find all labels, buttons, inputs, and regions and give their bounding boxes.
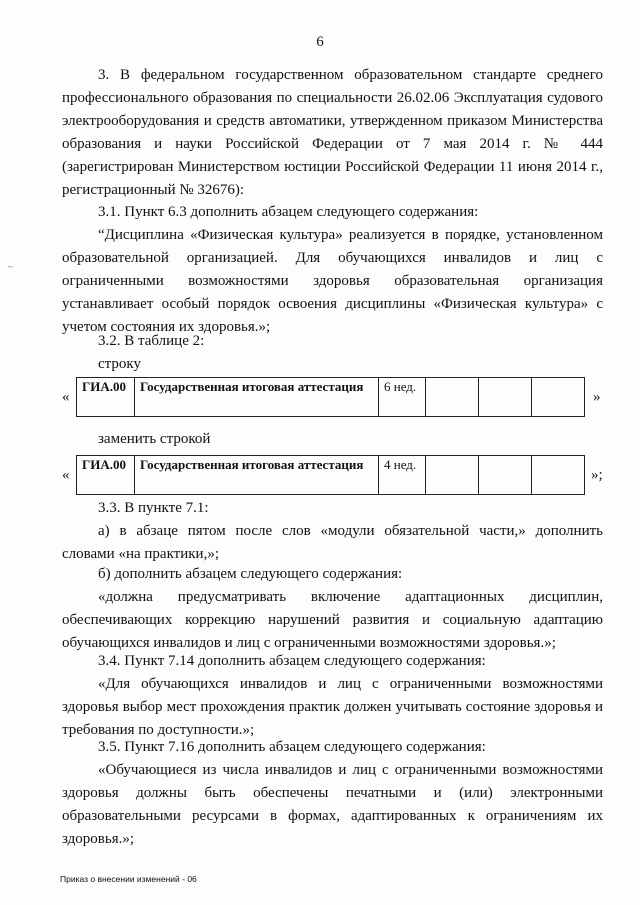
table-cell-empty — [532, 378, 585, 417]
table-old — [76, 377, 585, 417]
paragraph-3-3-a: а) в абзаце пятом после слов «модули обязательной части,» дополнить словами «на практики,»; — [62, 523, 603, 562]
paragraph-replace-label: заменить строкой — [98, 431, 211, 447]
paragraph-3: 3. В федеральном государственном образовательном стандарте среднего профессионального образования по специальности 26.02.06 Эксплуатация судового электрооборудования и средств автоматики, утвержденном приказом Министерства образования и науки Российской Федерации от 7 мая 2014 г. № 444 (зарегистрирован Министерством юстиции Российской Федерации 11 июня 2014 г., регистрационный № 32676): — [62, 67, 603, 198]
paragraph-3-3: 3.3. В пункте 7.1: — [98, 500, 209, 516]
table-old-row — [62, 377, 612, 417]
page-number: 6 — [316, 34, 324, 50]
table-cell-empty — [426, 456, 479, 495]
table-new — [76, 455, 585, 495]
table-row — [77, 456, 585, 495]
open-quote: « — [62, 467, 70, 483]
table-new-row — [62, 455, 612, 495]
table-row — [77, 378, 585, 417]
footer-note: Приказ о внесении изменений - 06 — [60, 874, 197, 884]
table-cell-duration: 4 нед. — [379, 456, 426, 495]
margin-mark: ~ — [8, 262, 13, 272]
table-cell-name: Государственная итоговая аттестация — [135, 456, 379, 495]
table-cell-empty — [532, 456, 585, 495]
paragraph-row-label: строку — [98, 356, 141, 372]
close-quote: » — [593, 389, 601, 405]
table-cell-name: Государственная итоговая аттестация — [135, 378, 379, 417]
table-cell-empty — [479, 378, 532, 417]
paragraph-3-4-quote: «Для обучающихся инвалидов и лиц с ограниченными возможностями здоровья выбор мест прохождения практик должен учитывать состояние здоровья и требования по доступности.»; — [62, 676, 603, 738]
paragraph-3-5: 3.5. Пункт 7.16 дополнить абзацем следующего содержания: — [98, 739, 486, 755]
table-cell-empty — [426, 378, 479, 417]
paragraph-3-1-quote: “Дисциплина «Физическая культура» реализуется в порядке, установленном образовательной организацией. Для обучающихся инвалидов и лиц с ограниченными возможностями здоровья образовательная организация устанавливает особый порядок освоения дисциплины «Физическая культура» с учетом состояния их здоровья.»; — [62, 227, 603, 335]
close-quote: »; — [591, 467, 603, 483]
paragraph-3-3-b-quote: «должна предусматривать включение адаптационных дисциплин, обеспечивающих коррекцию нарушений развития и социальную адаптацию обучающихся инвалидов и лиц с ограниченными возможностями здоровья.»; — [62, 589, 603, 651]
paragraph-3-5-quote: «Обучающиеся из числа инвалидов и лиц с ограниченными возможностями здоровья должны быть обеспечены печатными и (или) электронными образовательными ресурсами в формах, адаптированных к ограничениям их здоровья.»; — [62, 762, 603, 847]
paragraph-3-1: 3.1. Пункт 6.3 дополнить абзацем следующего содержания: — [98, 204, 479, 220]
open-quote: « — [62, 389, 70, 405]
paragraph-3-3-b: б) дополнить абзацем следующего содержания: — [98, 566, 403, 582]
paragraph-3-2: 3.2. В таблице 2: — [98, 333, 205, 349]
paragraph-3-4: 3.4. Пункт 7.14 дополнить абзацем следующего содержания: — [98, 653, 486, 669]
table-cell-code: ГИА.00 — [77, 378, 135, 417]
table-cell-duration: 6 нед. — [379, 378, 426, 417]
table-cell-empty — [479, 456, 532, 495]
table-cell-code: ГИА.00 — [77, 456, 135, 495]
